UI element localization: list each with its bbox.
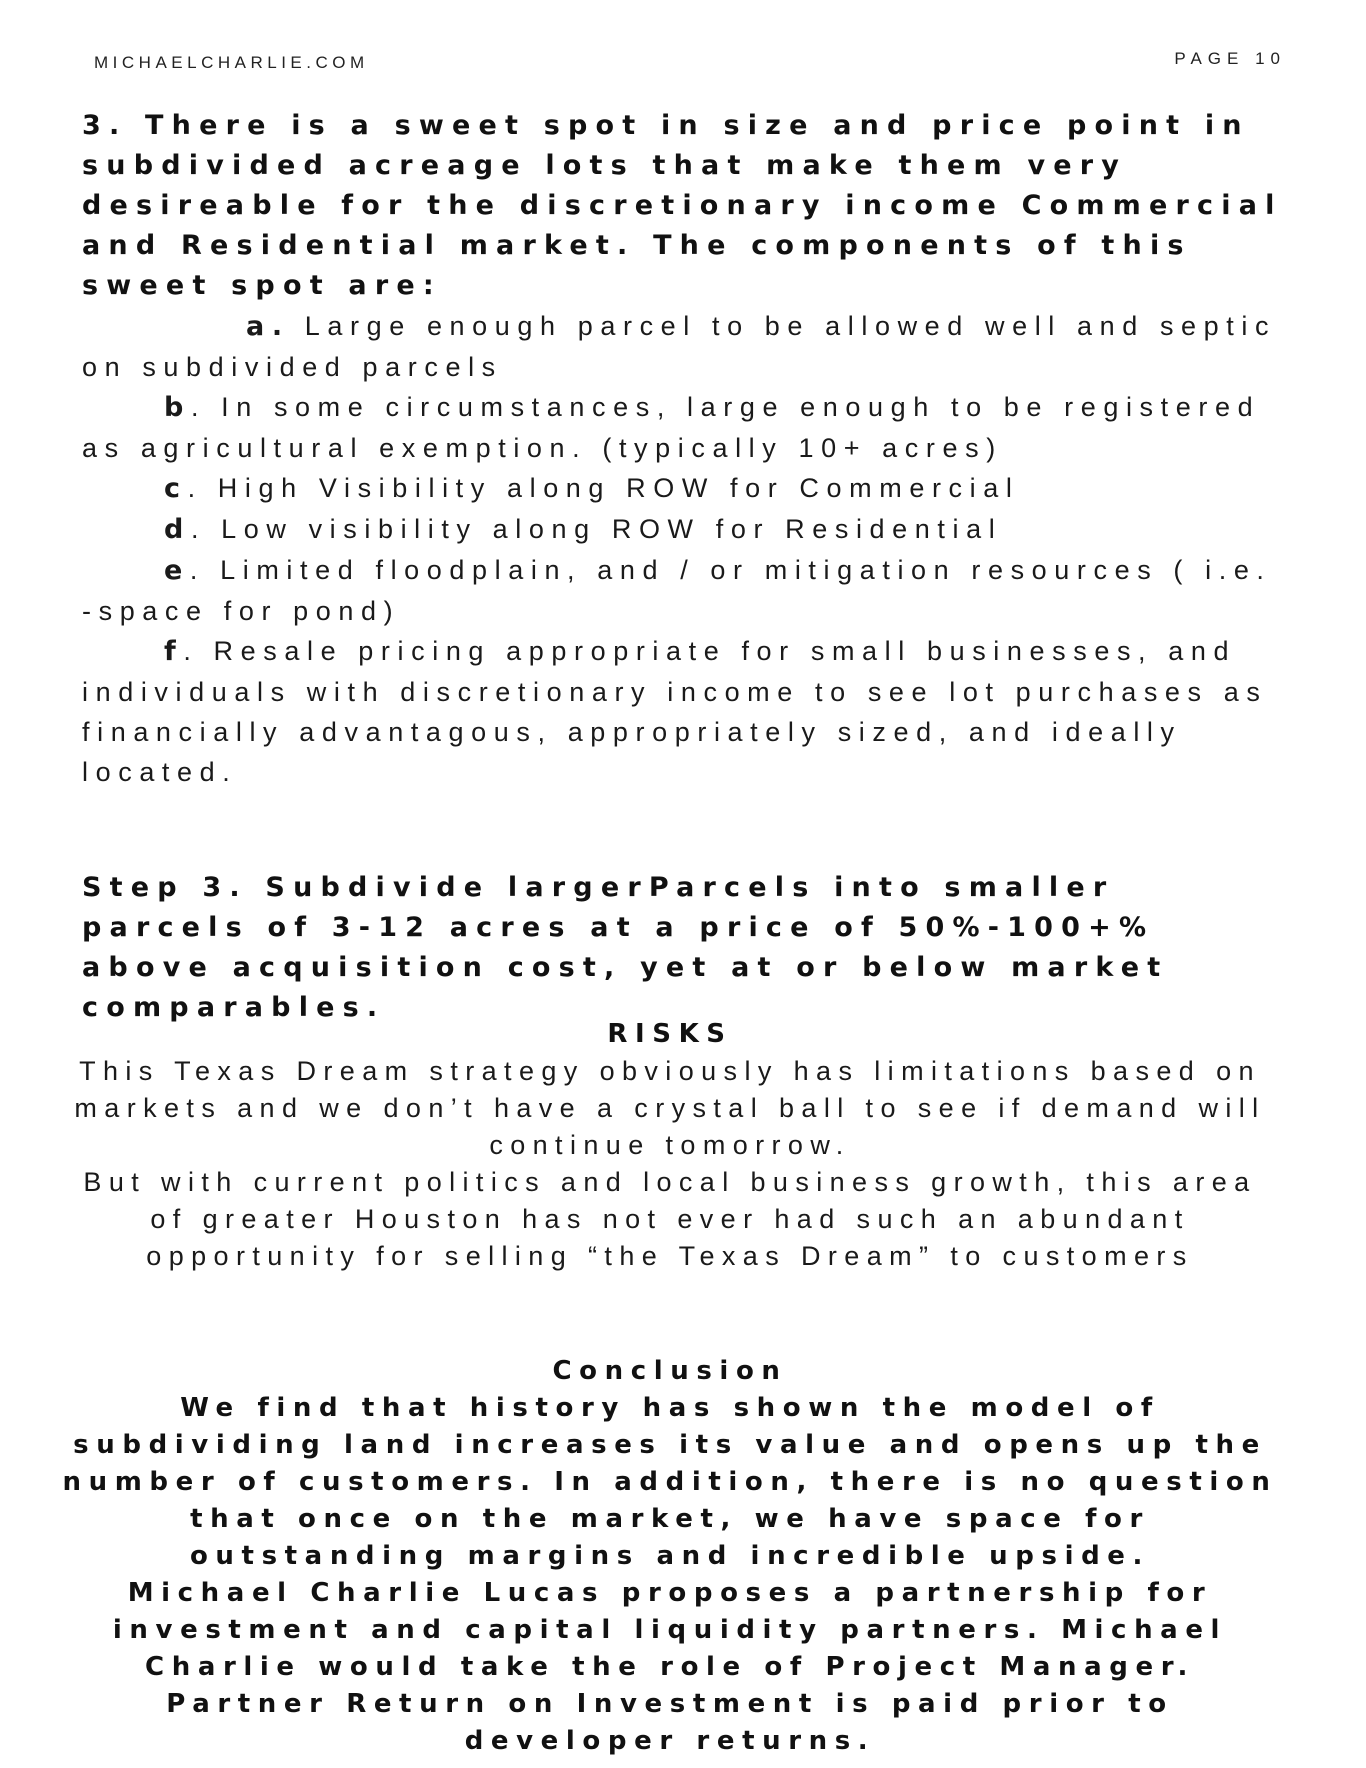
item-d-text: . Low visibility along ROW for Residential <box>190 514 1003 544</box>
item-b <box>82 387 1292 468</box>
item-a-letter: a. <box>246 311 290 342</box>
item-f <box>82 631 1292 792</box>
step-3-section <box>82 868 1292 1028</box>
item-d-letter: d <box>164 514 191 545</box>
item-c-text: . High Visibility along ROW for Commercial <box>187 473 1020 503</box>
conclusion-section <box>60 1353 1280 1760</box>
conclusion-paragraph-1: We find that history has shown the model of subdividing land increases its value and opens up the number of customers. In addition, there is no question that once on the market, we have space for outstanding margins and incredible upside. <box>62 1393 1278 1571</box>
item-e <box>82 550 1292 631</box>
item-b-letter: b <box>164 392 191 423</box>
item-e-text: . Limited floodplain, and / or mitigation resources ( i.e. -space for pond) <box>82 555 1272 626</box>
item-d <box>82 509 1292 550</box>
risks-paragraph-1: This Texas Dream strategy obviously has limitations based on markets and we don’t have a crystal ball to see if demand will continue tomorrow. <box>74 1056 1266 1160</box>
item-a-text: Large enough parcel to be allowed well and septic on subdivided parcels <box>82 311 1277 382</box>
site-url: MICHAELCHARLIE.COM <box>94 53 369 72</box>
risks-paragraph-2: But with current politics and local business growth, this area of greater Houston has not ever had such an abundant opportunity for selling “the Texas Dream” to customers <box>83 1167 1257 1271</box>
item-f-letter: f <box>164 636 184 667</box>
item-e-letter: e <box>164 555 190 586</box>
item-c <box>82 468 1292 509</box>
item-c-letter: c <box>164 473 188 504</box>
item-a <box>82 306 1292 387</box>
item-f-text: . Resale pricing appropriate for small businesses, and individuals with discretionary income to see lot purchases as financially advantagous, appropriately sized, and ideally located. <box>82 636 1268 787</box>
step-3-text: Step 3. Subdivide largerParcels into smaller parcels of 3-12 acres at a price of 50%-100+% above acquisition cost, yet at or below market comparables. <box>82 872 1169 1023</box>
point-3-section <box>82 106 1292 792</box>
item-b-text: . In some circumstances, large enough to be registered as agricultural exemption. (typically 10+ acres) <box>82 392 1261 463</box>
conclusion-paragraph-2: Michael Charlie Lucas proposes a partnership for investment and capital liquidity partners. Michael Charlie would take the role of Project Manager. Partner Return on Investment is paid prior to developer returns. <box>112 1578 1228 1756</box>
risks-title: RISKS <box>607 1019 733 1049</box>
page-number: PAGE 10 <box>1174 49 1286 68</box>
point-3-heading: 3. There is a sweet spot in size and price point in subdivided acreage lots that make them very desireable for the discretionary income Commercial and Residential market. The components of this sweet spot are: <box>82 110 1283 301</box>
conclusion-title: Conclusion <box>552 1356 788 1386</box>
risks-section <box>60 1016 1280 1275</box>
